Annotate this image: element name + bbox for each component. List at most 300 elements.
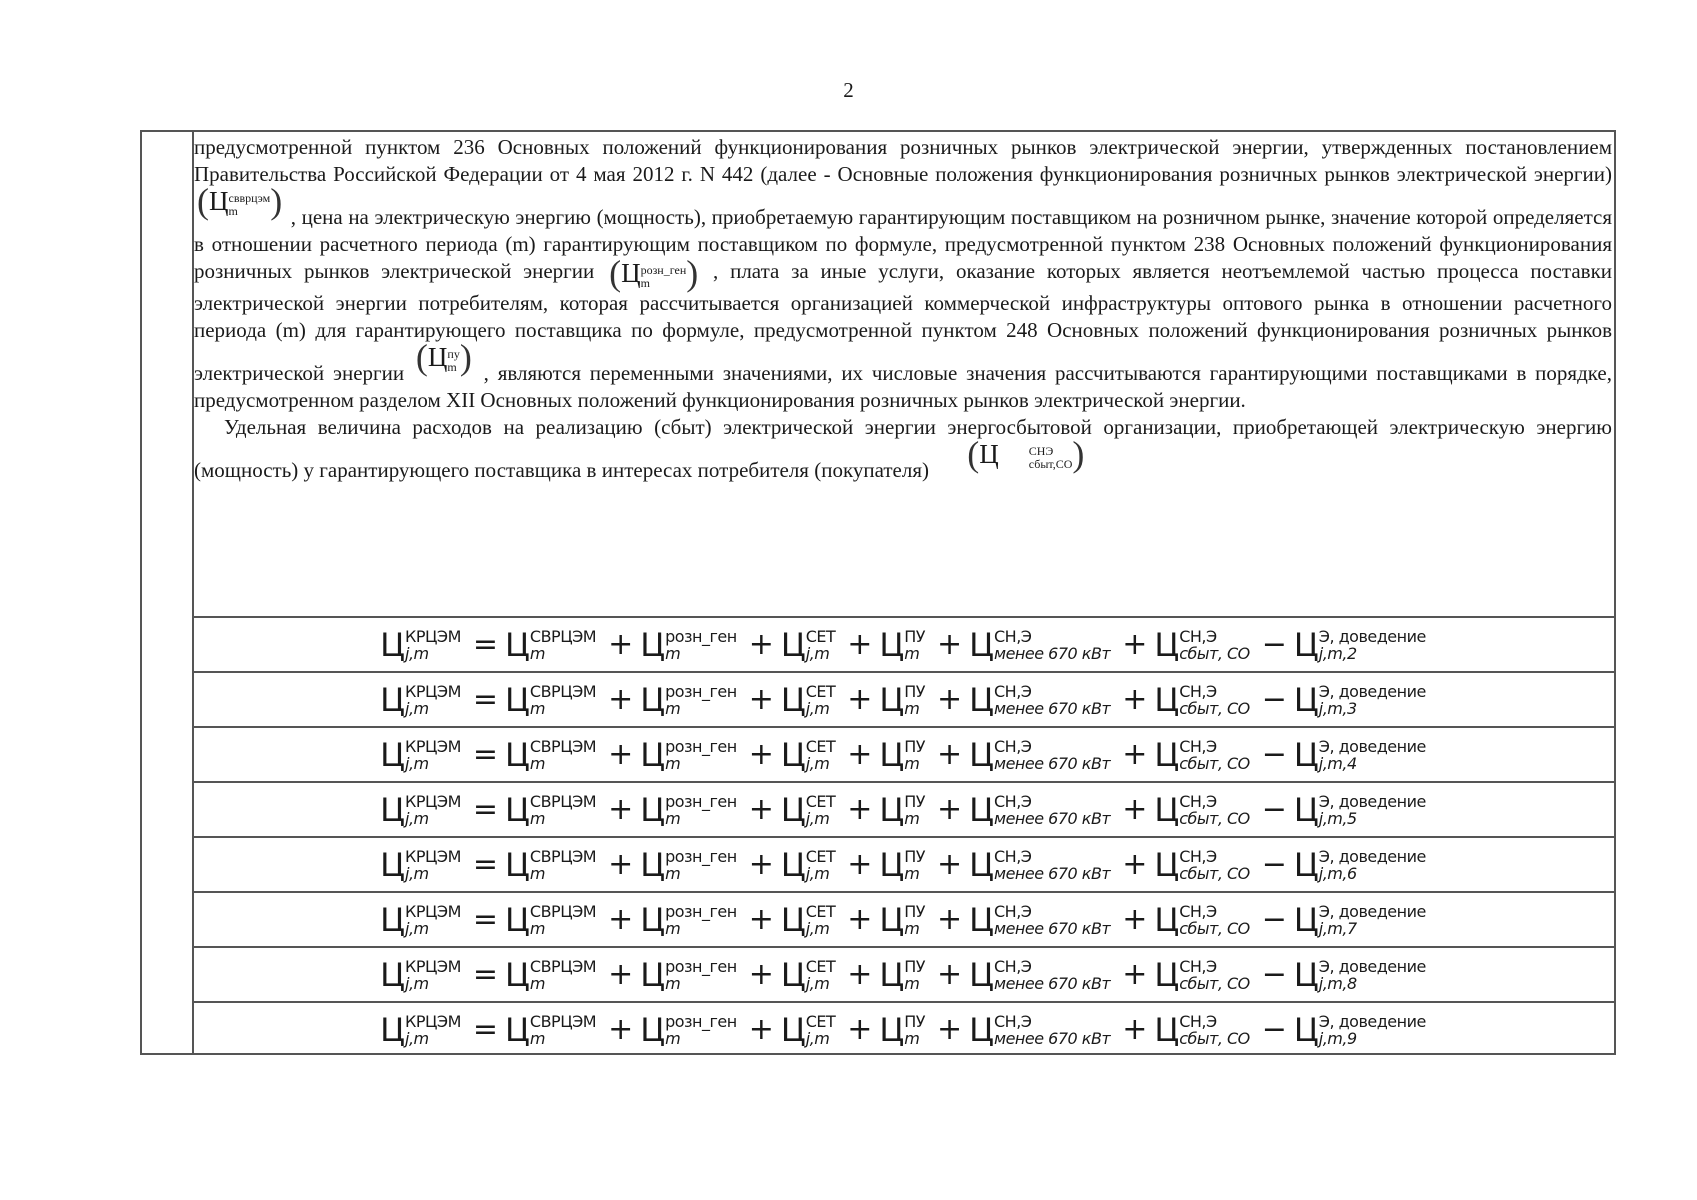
symbol-sub: m: [228, 203, 238, 218]
formula-term-sup: СН,Э: [994, 736, 1032, 756]
formula-term-sup: Э, доведение: [1318, 736, 1426, 756]
formula-term-sup: СВРЦЭМ: [529, 846, 597, 866]
formula-term-indices: [806, 738, 836, 772]
formula-term-sup: СВРЦЭМ: [529, 791, 597, 811]
symbol-base: Ц: [621, 258, 641, 288]
formula-term-indices: [405, 738, 461, 772]
formula-term: [969, 626, 1110, 664]
formula-term-base: Ц: [1293, 1010, 1318, 1049]
formula-operator: =: [472, 682, 498, 717]
formula-term: [969, 901, 1110, 939]
formula-term-indices: [994, 848, 1110, 882]
formula-term-indices: [806, 628, 836, 662]
formula-term: [1294, 1011, 1426, 1049]
formula-term-indices: [806, 1013, 836, 1047]
formula-term-sub: m: [665, 973, 681, 993]
formula-term-sub: j,m: [805, 918, 830, 938]
formula-operator: +: [847, 902, 872, 937]
symbol-base: Ц: [209, 186, 229, 216]
formula-operator: +: [608, 792, 633, 827]
formula-operator: +: [847, 737, 872, 772]
formula-term-base: Ц: [1293, 680, 1318, 719]
formula-operator: −: [1261, 957, 1286, 992]
formula-term-sub: j,m: [405, 698, 429, 718]
formula-term-sup: СН,Э: [994, 681, 1032, 701]
formula-term-indices: [665, 903, 737, 937]
formula-term-sup: СН,Э: [1179, 736, 1217, 756]
formula-term-base: Ц: [879, 625, 904, 664]
formula-term-indices: [1179, 958, 1250, 992]
formula-term-sup: СВРЦЭМ: [529, 626, 597, 646]
formula-term: [380, 791, 461, 829]
formula-operator: +: [1122, 847, 1147, 882]
formula-term: [380, 681, 461, 719]
formula-term: [1154, 626, 1249, 664]
formula-operator: +: [608, 737, 633, 772]
main-column: [192, 132, 1614, 1053]
formula-operator: +: [608, 902, 633, 937]
formula-operator: +: [847, 627, 872, 662]
formula-term-base: Ц: [969, 900, 993, 939]
formula-term-indices: [405, 958, 461, 992]
formula-term: [505, 1011, 596, 1049]
paren-close: ): [1072, 433, 1085, 474]
formula-term-base: Ц: [1154, 845, 1179, 884]
formula-term-base: Ц: [640, 625, 665, 664]
formula-term-sub: менее 670 кВт: [994, 1028, 1111, 1048]
formula-term-sub: менее 670 кВт: [994, 753, 1111, 773]
left-column: [142, 132, 194, 1053]
formula-term-indices: [904, 793, 925, 827]
formula-operator: =: [472, 627, 498, 662]
formula-term: [640, 901, 736, 939]
formula-operator: +: [608, 1012, 633, 1047]
formula-term-sub: m: [665, 753, 681, 773]
formula-term-sup: СЕТ: [805, 901, 836, 921]
formula-operator: +: [937, 957, 962, 992]
formula-term-indices: [405, 1013, 461, 1047]
formula-term-indices: [530, 1013, 596, 1047]
paren-open: (: [415, 336, 428, 377]
formula-term-base: Ц: [1154, 790, 1179, 829]
formula-term-indices: [806, 903, 836, 937]
formula-term-sub: m: [665, 1028, 681, 1048]
formula-term: [879, 626, 925, 664]
formula-term-sub: j,m: [805, 643, 830, 663]
formula-term-sub: m: [904, 918, 920, 938]
formula-term-sub: сбыт, СО: [1179, 1028, 1250, 1048]
formula-term-sup: розн_ген: [665, 956, 737, 976]
paragraph-1-part-c: , плата за иные услуги, оказание которых является неотъемлемой частью процесса поставки электрической энергии потребителям, которая рассчитывается организацией коммерческой инфраструктуры оптового рынка в отношении расчетного периода (m) для гарантирующего поставщика по формуле, предусмотренной пунктом 248 Основных положений функционирования розничных рынков электрической энергии: [194, 259, 1613, 385]
formula-term: [505, 956, 596, 994]
formula-term-sup: КРЦЭМ: [405, 901, 461, 921]
formula-term-sub: j,m: [405, 863, 429, 883]
formula-term-indices: [530, 848, 596, 882]
paragraph-2-text: Удельная величина расходов на реализацию (сбыт) электрической энергии энергосбытовой организации, приобретающей электрическую энергию (мощность) у гарантирующего поставщика в интересах потребителя (покупателя): [194, 414, 1612, 482]
formula-term-indices: [1319, 793, 1426, 827]
formula-term-base: Ц: [505, 900, 529, 939]
formula-term-indices: [530, 628, 596, 662]
formula-term: [879, 791, 925, 829]
formula-term-indices: [405, 793, 461, 827]
formula-term-indices: [904, 958, 925, 992]
formula-term-sup: КРЦЭМ: [405, 1011, 461, 1031]
formula-term: [505, 791, 596, 829]
formula-term-indices: [806, 848, 836, 882]
formula-term-sup: Э, доведение: [1318, 846, 1426, 866]
formula-term-base: Ц: [1293, 790, 1318, 829]
formula-term: [640, 956, 736, 994]
formula-term-base: Ц: [879, 1010, 904, 1049]
formula-term-sup: Э, доведение: [1318, 901, 1426, 921]
formula-operator: =: [472, 957, 498, 992]
paren-close: ): [686, 253, 699, 293]
formula-operator: +: [608, 957, 633, 992]
symbol-rozn-gen: [609, 253, 699, 293]
formula-operator: +: [748, 1012, 773, 1047]
formula-term-base: Ц: [505, 625, 529, 664]
formula-term-base: Ц: [780, 955, 805, 994]
formula-term-sup: КРЦЭМ: [405, 736, 461, 756]
formula-term-sup: розн_ген: [665, 846, 737, 866]
formula-operator: +: [937, 792, 962, 827]
formula-term-sup: ПУ: [904, 956, 926, 976]
formula-term-indices: [1319, 958, 1426, 992]
formula-term-sup: ПУ: [904, 736, 926, 756]
formula-term: [1294, 846, 1426, 884]
formula-term-base: Ц: [380, 790, 404, 829]
formula-term-sub: m: [529, 918, 545, 938]
formula-operator: +: [937, 1012, 962, 1047]
formula-term-sup: КРЦЭМ: [405, 681, 461, 701]
formula-term-sup: СЕТ: [805, 791, 836, 811]
formula-term-indices: [1179, 628, 1250, 662]
formula-term-sub: m: [904, 973, 920, 993]
formula-term-sup: СН,Э: [1179, 846, 1217, 866]
formula-term: [1154, 956, 1249, 994]
symbol-sub: сбыт,СО: [1028, 456, 1073, 471]
formula-term-sup: СН,Э: [1179, 1011, 1217, 1031]
formula-term-sub: j,m: [805, 808, 830, 828]
formula-term-indices: [904, 683, 925, 717]
formula-term-indices: [530, 958, 596, 992]
formula-term-sub: m: [665, 863, 681, 883]
formula-term-sub: j,m,6: [1318, 863, 1357, 883]
formula-term-sub: менее 670 кВт: [994, 918, 1111, 938]
formula-term: [1294, 626, 1426, 664]
paragraph-1: [194, 134, 1612, 414]
formula-term-indices: [405, 903, 461, 937]
formula-operator: +: [847, 847, 872, 882]
formula-term-sub: j,m: [805, 863, 830, 883]
formula-term-sup: Э, доведение: [1318, 791, 1426, 811]
formula-term: [1154, 901, 1249, 939]
formula-term-indices: [994, 628, 1110, 662]
formula-term: [879, 1011, 925, 1049]
formula-term-base: Ц: [879, 900, 904, 939]
formula-term: [969, 956, 1110, 994]
formula-operator: +: [1122, 792, 1147, 827]
formula-operator: +: [748, 737, 773, 772]
formula-term-base: Ц: [969, 625, 993, 664]
formula-term-sub: j,m: [405, 918, 429, 938]
formula-term-indices: [904, 738, 925, 772]
formula-term-sup: КРЦЭМ: [405, 626, 461, 646]
formula-term-indices: [1179, 1013, 1250, 1047]
formula-operator: +: [1122, 627, 1147, 662]
formula-term: [1294, 791, 1426, 829]
formula-term-sub: m: [665, 698, 681, 718]
formula-term-sup: розн_ген: [665, 736, 737, 756]
formula-term-sub: m: [904, 863, 920, 883]
formula-term-indices: [405, 683, 461, 717]
formula-operator: −: [1261, 792, 1286, 827]
formula-term-indices: [665, 848, 737, 882]
formula-term-sub: менее 670 кВт: [994, 643, 1111, 663]
formula-term-sub: m: [529, 698, 545, 718]
formula-term-indices: [994, 738, 1110, 772]
formula-term-sup: СВРЦЭМ: [529, 956, 597, 976]
formula-operator: +: [937, 847, 962, 882]
formula-term-base: Ц: [1154, 900, 1179, 939]
formula-term: [879, 956, 925, 994]
formula-term-base: Ц: [505, 845, 529, 884]
formula-term-indices: [665, 1013, 737, 1047]
formula-term-sup: СЕТ: [805, 956, 836, 976]
formula-term-sub: менее 670 кВт: [994, 973, 1111, 993]
formula-term-sub: сбыт, СО: [1179, 753, 1250, 773]
formula-term: [1294, 956, 1426, 994]
formula-term-sub: j,m: [805, 698, 830, 718]
document-table: [140, 130, 1616, 1055]
formula-term: [1154, 681, 1249, 719]
formula-term-sup: розн_ген: [665, 681, 737, 701]
formula-term-base: Ц: [780, 735, 805, 774]
formula-term: [1154, 1011, 1249, 1049]
formula-term-sup: ПУ: [904, 681, 926, 701]
formula-term-sup: розн_ген: [665, 901, 737, 921]
formula-term-sub: m: [529, 643, 545, 663]
paren-open: (: [967, 433, 980, 474]
formula-term: [380, 901, 461, 939]
formula-term-sup: СВРЦЭМ: [529, 736, 597, 756]
formula-term-base: Ц: [1154, 680, 1179, 719]
formula-term: [640, 1011, 736, 1049]
formula-term-base: Ц: [969, 845, 993, 884]
formula-operator: +: [1122, 682, 1147, 717]
formula-term: [969, 791, 1110, 829]
formula-operator: =: [472, 847, 498, 882]
formula-term-sup: СН,Э: [994, 791, 1032, 811]
paren-open: (: [609, 253, 622, 293]
symbol-sne-sbyt: [937, 433, 1085, 474]
formula-term-sub: m: [529, 863, 545, 883]
formula-term-indices: [665, 793, 737, 827]
formula-row: [192, 616, 1614, 671]
formula-term-base: Ц: [380, 955, 404, 994]
formula-term-sub: j,m,2: [1318, 643, 1357, 663]
formula-term: [505, 736, 596, 774]
formula-operator: =: [472, 737, 498, 772]
formula-term: [640, 626, 736, 664]
symbol-sub: m: [640, 275, 650, 290]
formula-term-base: Ц: [380, 680, 404, 719]
formula-term-indices: [994, 958, 1110, 992]
formula-term-sup: розн_ген: [665, 791, 737, 811]
formula-term-base: Ц: [1154, 955, 1179, 994]
formula-term-indices: [1179, 848, 1250, 882]
formula-term: [781, 901, 835, 939]
formula-term-base: Ц: [1293, 845, 1318, 884]
symbol-sup: СНЭ: [1028, 443, 1054, 458]
formula-term-base: Ц: [969, 680, 993, 719]
formula-term-base: Ц: [505, 790, 529, 829]
formula-term-indices: [994, 683, 1110, 717]
formula-operator: +: [847, 1012, 872, 1047]
paragraph-1-part-b: , цена на электрическую энергию (мощность), приобретаемую гарантирующим поставщиком на розничном рынке, значение которой определяется в отношении расчетного периода (m) гарантирующим поставщиком по формуле, предусмотренной пунктом 238 Основных положений функционирования розничных рынков электрической энергии: [194, 205, 1612, 283]
formula-term-sup: розн_ген: [665, 1011, 737, 1031]
symbol-sup: свврцэм: [228, 190, 271, 205]
formula-term: [879, 901, 925, 939]
formula-term-sup: Э, доведение: [1318, 956, 1426, 976]
formula-term-sup: Э, доведение: [1318, 681, 1426, 701]
formula-operator: +: [1122, 957, 1147, 992]
formula-term-sub: m: [665, 918, 681, 938]
formula-term-indices: [904, 1013, 925, 1047]
formula-term-indices: [405, 848, 461, 882]
paren-close: ): [459, 336, 472, 377]
formula-term-base: Ц: [1293, 625, 1318, 664]
paragraph-1-part-d: , являются переменными значениями, их числовые значения рассчитываются гарантирующими поставщиками в порядке, предусмотренном разделом XII Основных положений функционирования розничных рынков электрической энергии.: [194, 360, 1613, 412]
formula-term-base: Ц: [640, 790, 665, 829]
formula-term-sub: m: [904, 753, 920, 773]
formula-operator: =: [472, 792, 498, 827]
formula-term-sub: m: [904, 698, 920, 718]
formula-term-indices: [1319, 738, 1426, 772]
formula-operator: +: [608, 627, 633, 662]
formula-row: [192, 671, 1614, 726]
formula-operator: −: [1261, 627, 1286, 662]
formula-term-base: Ц: [969, 955, 993, 994]
formula-term-sup: СН,Э: [994, 956, 1032, 976]
formula-term-sup: СЕТ: [805, 681, 836, 701]
formula-term: [969, 736, 1110, 774]
formula-term-sub: j,m,7: [1318, 918, 1357, 938]
formula-term-sup: ПУ: [904, 846, 926, 866]
formula-term-sup: СН,Э: [1179, 791, 1217, 811]
symbol-pu: [415, 336, 472, 377]
formula-term: [505, 626, 596, 664]
formula-term-base: Ц: [505, 680, 529, 719]
formula-term: [1154, 736, 1249, 774]
formula-term: [781, 1011, 835, 1049]
formula-term: [640, 846, 736, 884]
formula-term: [1154, 846, 1249, 884]
symbol-sup: розн_ген: [640, 262, 687, 277]
formula-term-base: Ц: [879, 680, 904, 719]
formula-term-sup: розн_ген: [665, 626, 737, 646]
formula-term: [505, 681, 596, 719]
formula-term-base: Ц: [879, 955, 904, 994]
formula-term-sup: СВРЦЭМ: [529, 681, 597, 701]
paragraph-2: [194, 414, 1612, 484]
formula-term-sub: j,m: [405, 808, 429, 828]
formula-term-sub: j,m: [405, 973, 429, 993]
formula-term-sub: m: [665, 808, 681, 828]
formula-term-sub: сбыт, СО: [1179, 698, 1250, 718]
formula-term-base: Ц: [640, 955, 665, 994]
formula-term: [640, 791, 736, 829]
formula-term-base: Ц: [780, 680, 805, 719]
symbol-base: Ц: [427, 341, 448, 372]
formula-term-sup: ПУ: [904, 791, 926, 811]
formula-term: [380, 956, 461, 994]
formula-term-base: Ц: [380, 900, 404, 939]
formula-term-sup: СН,Э: [994, 1011, 1032, 1031]
formula-operator: =: [472, 902, 498, 937]
formula-operator: +: [1122, 737, 1147, 772]
formula-term: [1294, 736, 1426, 774]
formula-term: [969, 681, 1110, 719]
formula-term-indices: [530, 683, 596, 717]
formula-term-sub: j,m: [805, 1028, 830, 1048]
formula-term-sup: ПУ: [904, 1011, 926, 1031]
formula-term: [969, 1011, 1110, 1049]
formula-term-base: Ц: [380, 735, 404, 774]
formula-term-sub: менее 670 кВт: [994, 863, 1111, 883]
formula-term-sub: j,m: [405, 753, 429, 773]
formula-operator: +: [937, 902, 962, 937]
formula-term-sub: m: [529, 753, 545, 773]
formula-term-sub: m: [529, 973, 545, 993]
formula-term-sub: j,m,4: [1318, 753, 1357, 773]
symbol-sub: m: [447, 359, 457, 374]
formula-row: [192, 946, 1614, 1001]
formula-operator: +: [937, 737, 962, 772]
formula-term-sup: СН,Э: [1179, 626, 1217, 646]
formula-term-base: Ц: [505, 955, 529, 994]
formula-term-sup: СН,Э: [1179, 901, 1217, 921]
formula-term-sub: j,m,8: [1318, 973, 1357, 993]
formula-term-base: Ц: [640, 900, 665, 939]
formula-operator: −: [1261, 682, 1286, 717]
formula-term-indices: [1179, 738, 1250, 772]
formula-term: [505, 901, 596, 939]
formula-term: [640, 736, 736, 774]
formula-term-sub: m: [904, 643, 920, 663]
text-cell: [192, 132, 1614, 616]
formula-term-sub: m: [529, 808, 545, 828]
formula-term-sup: КРЦЭМ: [405, 846, 461, 866]
formula-term-indices: [806, 683, 836, 717]
formula-term-sup: КРЦЭМ: [405, 791, 461, 811]
formula-term-sup: СЕТ: [805, 626, 836, 646]
formula-operator: +: [608, 847, 633, 882]
formula-term-base: Ц: [1293, 900, 1318, 939]
formula-term-sub: сбыт, СО: [1179, 643, 1250, 663]
formula-term: [781, 846, 835, 884]
formula-term-sup: ПУ: [904, 626, 926, 646]
formula-term-indices: [904, 848, 925, 882]
formula-term-indices: [1179, 793, 1250, 827]
formula-term-indices: [1319, 1013, 1426, 1047]
formula-term-base: Ц: [969, 1010, 993, 1049]
formula-operator: +: [937, 627, 962, 662]
formula-term-base: Ц: [1293, 735, 1318, 774]
formula-term-sub: j,m,9: [1318, 1028, 1357, 1048]
formula-term-sup: СЕТ: [805, 736, 836, 756]
formula-term-indices: [994, 793, 1110, 827]
